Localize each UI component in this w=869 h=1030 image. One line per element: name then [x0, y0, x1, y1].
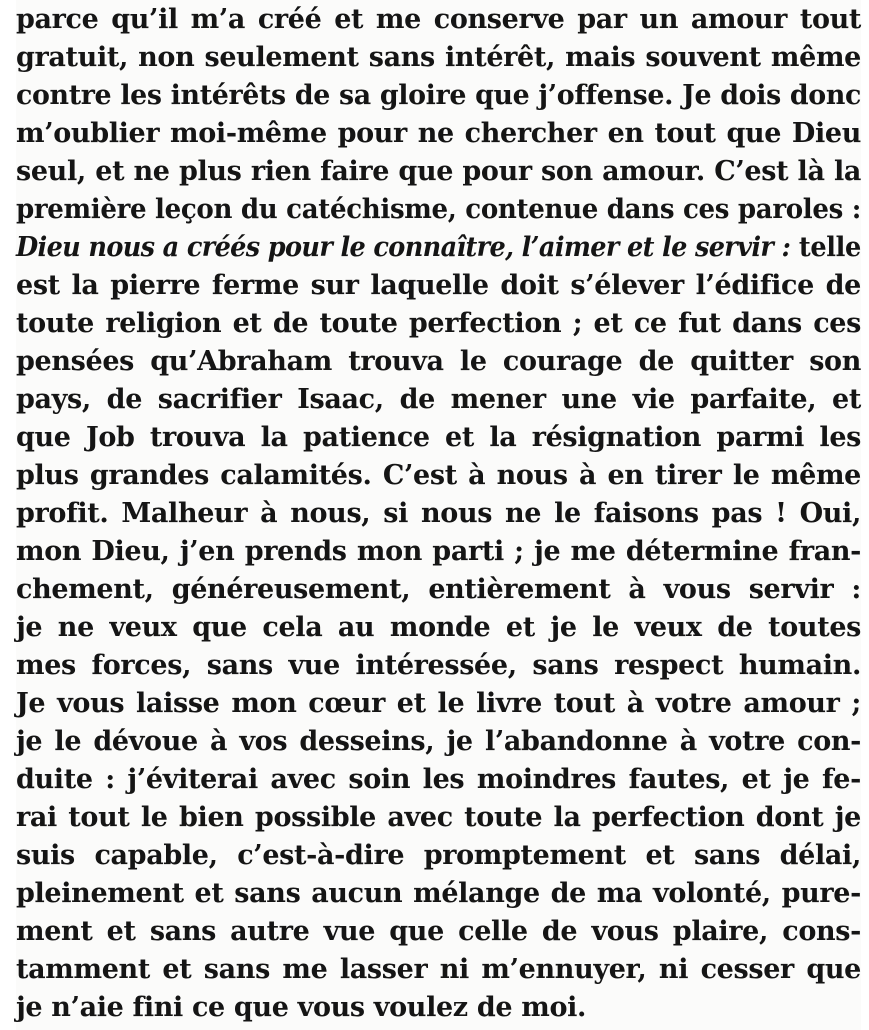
text-line-25: ment et sans autre vue que celle de vous plaire, cons- — [16, 916, 861, 947]
text-line-22: rai tout le bien possible avec toute la perfection dont je — [16, 802, 861, 833]
text-line-27: je n’aie fini ce que vous voulez de moi. — [16, 992, 587, 1023]
text-line-26: tamment et sans me lasser ni m’ennuyer, ni cesser que — [16, 954, 861, 985]
text-line-23: suis capable, c’est-à-dire promptement et sans délai, — [16, 840, 861, 871]
text-line-15: mon Dieu, j’en prends mon parti ; je me détermine fran- — [16, 536, 861, 567]
text-line-13: plus grandes calamités. C’est à nous à en tirer le même — [16, 460, 861, 491]
italic-quote: Dieu nous a créés pour le connaître, l’aimer et le servir : — [16, 232, 791, 263]
text-line-3: contre les intérêts de sa gloire que j’offense. Je dois donc — [16, 80, 861, 111]
text-line-8: est la pierre ferme sur laquelle doit s’élever l’édifice de — [16, 270, 861, 301]
text-line-7 — [16, 228, 861, 268]
book-page — [16, 0, 861, 1030]
text-line-12: que Job trouva la patience et la résignation parmi les — [16, 422, 861, 453]
text-line-4: m’oublier moi-même pour ne chercher en tout que Dieu — [16, 118, 861, 149]
text-line-6: première leçon du catéchisme, contenue dans ces paroles : — [16, 194, 861, 225]
text-line-24: pleinement et sans aucun mélange de ma volonté, pure- — [16, 878, 861, 909]
text-line-16: chement, généreusement, entièrement à vous servir : — [16, 574, 861, 605]
text-line-10: pensées qu’Abraham trouva le courage de quitter son — [16, 346, 861, 377]
text-line-9: toute religion et de toute perfection ; et ce fut dans ces — [16, 308, 861, 339]
text-line-11: pays, de sacrifier Isaac, de mener une vie parfaite, et — [16, 384, 861, 415]
text-line-5: seul, et ne plus rien faire que pour son amour. C’est là la — [16, 156, 861, 187]
text-line-20: je le dévoue à vos desseins, je l’abandonne à votre con- — [16, 726, 861, 757]
text-line-14: profit. Malheur à nous, si nous ne le faisons pas ! Oui, — [16, 498, 861, 529]
text-line-1: parce qu’il m’a créé et me conserve par un amour tout — [16, 4, 861, 35]
text-line-17: je ne veux que cela au monde et je le veux de toutes — [16, 612, 861, 643]
quote-tail: telle — [798, 232, 861, 263]
text-line-2: gratuit, non seulement sans intérêt, mais souvent même — [16, 42, 861, 73]
text-line-18: mes forces, sans vue intéressée, sans respect humain. — [16, 650, 861, 681]
text-line-19: Je vous laisse mon cœur et le livre tout à votre amour ; — [16, 688, 861, 719]
text-line-21: duite : j’éviterai avec soin les moindres fautes, et je fe- — [16, 764, 861, 795]
